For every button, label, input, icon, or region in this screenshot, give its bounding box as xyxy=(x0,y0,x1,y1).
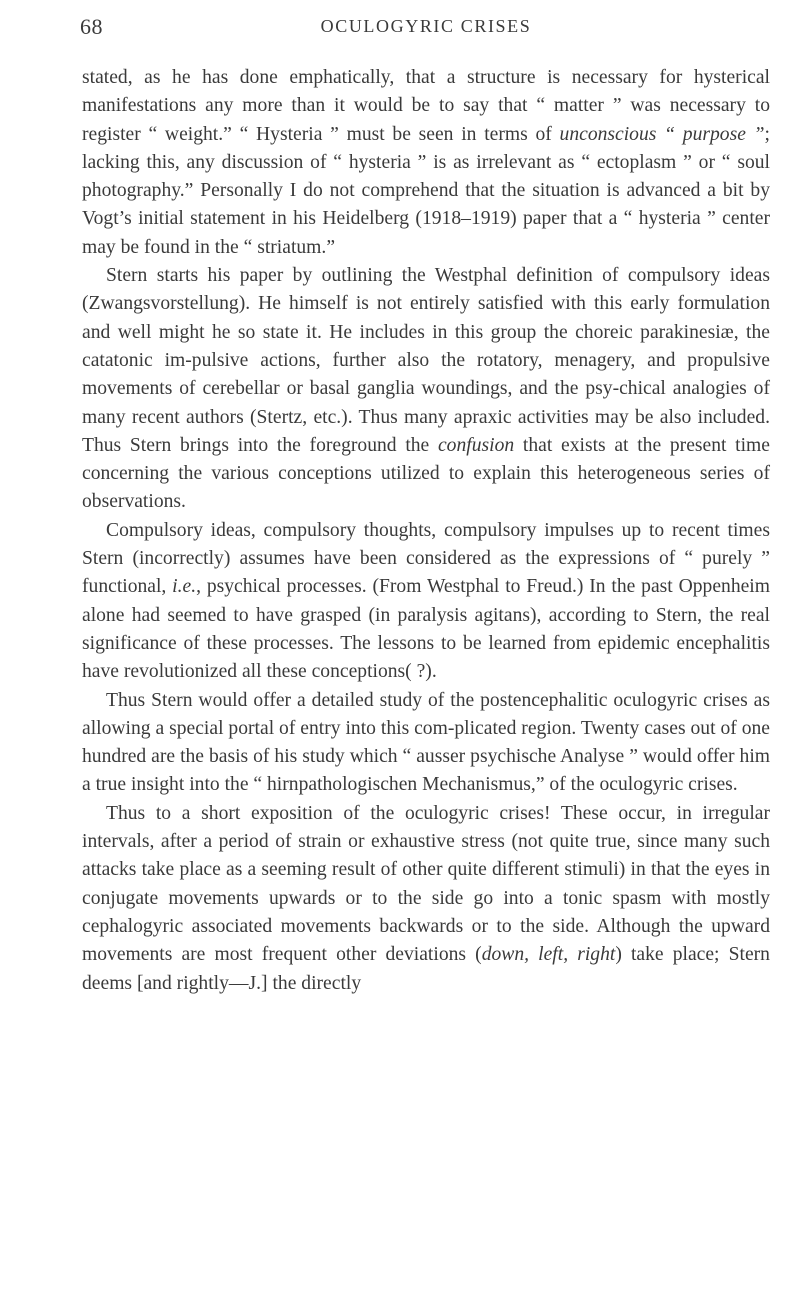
italic-text: i.e. xyxy=(172,576,197,598)
text-run: that exists at the present time concerning the various conceptions utilized to explain this heterogeneous series of observations. xyxy=(82,434,770,513)
text-run: ; lacking this, any discussion of “ hysteria ” is as irrelevant as “ ectoplasm ” or “ soul photography.” Personally I do not comprehend that the situation is advanced a bit by Vogt’s initial statement in his Heidelberg (1918–1919) paper that a “ hysteria ” center may be found in the “ striatum.” xyxy=(82,123,770,258)
italic-text: down, left, right xyxy=(481,944,616,966)
text-run: Stern starts his paper by outlining the Westphal definition of compulsory ideas (Zwangsvorstellung). He himself is not entirely satisfied with this early formulation and well might he so state it. He includes in this group the choreic parakinesiæ, the catatonic im-pulsive actions, further also the rotatory, menagery, and propulsive movements of cerebellar or basal ganglia woundings, and the psy-chical analogies of many recent authors (Stertz, etc.). Thus many apraxic activities may be also included. Thus Stern brings into the foreground the xyxy=(82,265,770,456)
running-head: OCULOGYRIC CRISES xyxy=(320,16,532,36)
text-run: Compulsory ideas, compulsory thoughts, compulsory impulses up to recent times Stern (incorrectly) assumes have been considered as the expressions of “ purely ” functional, xyxy=(82,519,770,598)
paragraph-p2 xyxy=(82,262,770,517)
text-run: , psychical processes. (From Westphal to Freud.) In the past Oppenheim alone had seemed to have grasped (in paralysis agitans), according to Stern, the real significance of these processes. The lessons to be learned from epidemic encephalitis have revolutionized all these conceptions( ?). xyxy=(82,576,770,683)
text-run: stated, as he has done emphatically, that a structure is necessary for hysterical manifestations any more than it would be to say that “ matter ” was necessary to register “ weight.” “ Hysteria ” must be seen in terms of xyxy=(82,67,770,145)
text-run: Thus Stern would offer a detailed study of the postencephalitic oculogyric crises as allowing a special portal of entry into this com-plicated region. Twenty cases out of one hundred are the basis of his study which “ ausser psychische Analyse ” would offer him a true insight into the “ hirnpathologischen Mechanismus,” of the oculogyric crises. xyxy=(82,689,770,796)
body-text xyxy=(82,64,770,998)
paragraph-p3 xyxy=(82,517,770,687)
text-run: Thus to a short exposition of the oculogyric crises! These occur, in irregular intervals, after a period of strain or exhaustive stress (not quite true, since many such attacks take place as a seeming result of other quite different stimuli) in that the eyes in conjugate movements upwards or to the side go into a tonic spasm with mostly cephalogyric associated movements backwards or to the side. Although the upward movements are most frequent other deviations ( xyxy=(82,802,770,966)
italic-text: unconscious “ purpose ” xyxy=(559,123,765,145)
paragraph-p1 xyxy=(82,64,770,262)
book-page xyxy=(82,14,770,998)
italic-text: confusion xyxy=(437,434,515,456)
page-number: 68 xyxy=(80,14,103,39)
page-header xyxy=(82,14,770,42)
paragraph-p4 xyxy=(82,687,770,800)
paragraph-p5 xyxy=(82,800,770,998)
text-run: ) take place; Stern deems [and rightly—J.] the directly xyxy=(82,944,770,994)
